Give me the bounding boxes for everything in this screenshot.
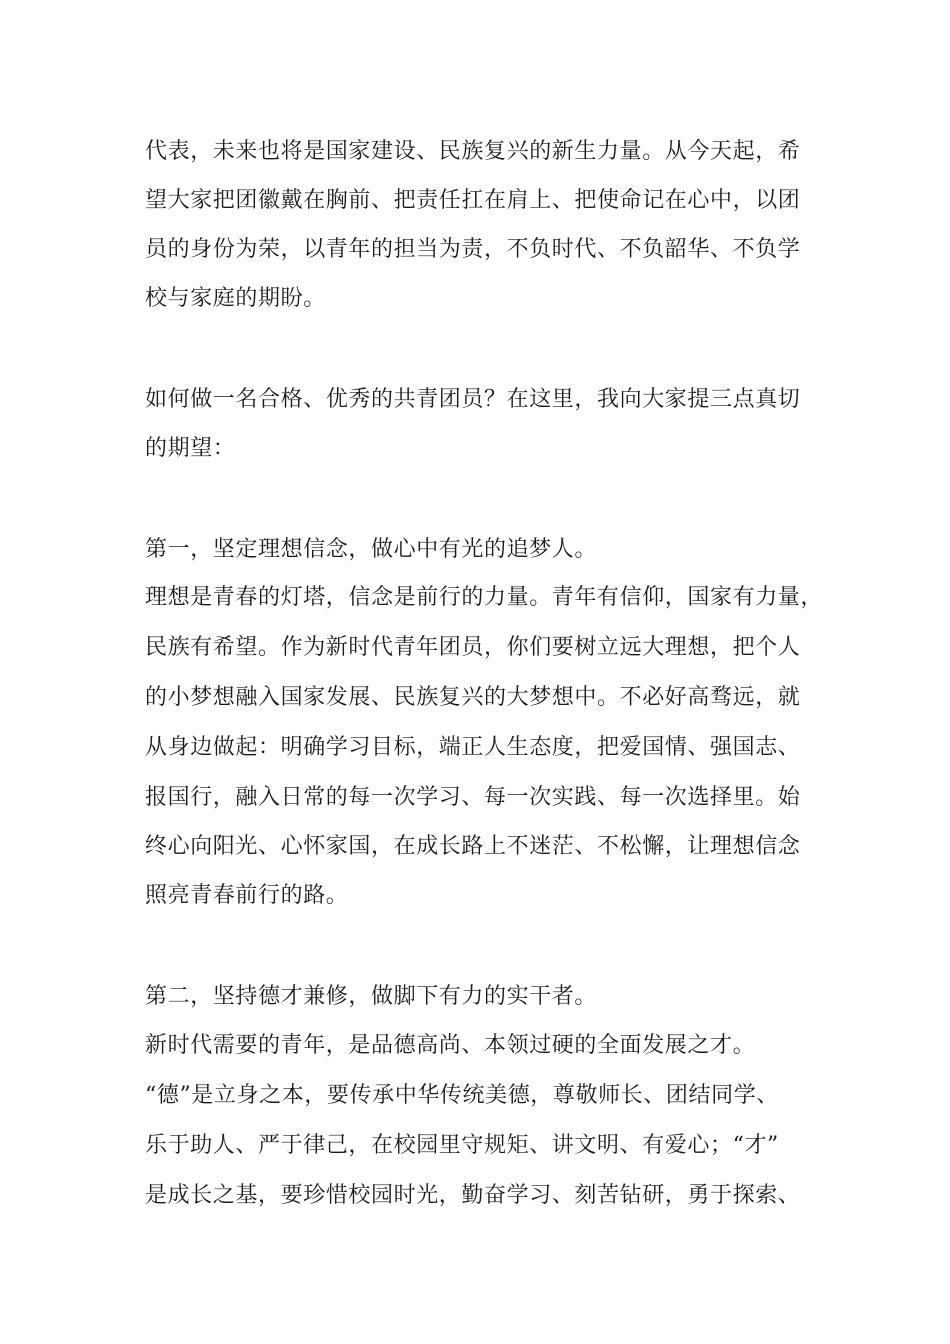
paragraph-3-line-3: 的小梦想融入国家发展、民族复兴的大梦想中。不必好高骛远，就: [145, 685, 801, 710]
paragraph-3-line-5: 报国行，融入日常的每一次学习、每一次实践、每一次选择里。始: [145, 785, 801, 810]
paragraph-1-line-3: 员的身份为荣，以青年的担当为责，不负时代、不负韶华、不负学: [145, 237, 801, 262]
paragraph-3-line-1: 理想是青春的灯塔，信念是前行的力量。青年有信仰，国家有力量，: [145, 585, 824, 610]
paragraph-3-line-7: 照亮青春前行的路。: [145, 883, 349, 908]
paragraph-2-line-1: 如何做一名合格、优秀的共青团员？在这里，我向大家提三点真切: [145, 387, 801, 412]
paragraph-3-line-2: 民族有希望。作为新时代青年团员，你们要树立远大理想，把个人: [145, 635, 801, 660]
paragraph-1-line-2: 望大家把团徽戴在胸前、把责任扛在肩上、把使命记在心中，以团: [145, 188, 801, 213]
paragraph-3-line-6: 终心向阳光、心怀家国，在成长路上不迷茫、不松懈，让理想信念: [145, 834, 801, 859]
section-heading-first: 第一，坚定理想信念，做心中有光的追梦人。: [145, 537, 598, 562]
paragraph-4-line-4: 是成长之基，要珍惜校园时光，勤奋学习、刻苦钻研，勇于探索、: [145, 1183, 801, 1208]
paragraph-4-line-3: 乐于助人、严于律己，在校园里守规矩、讲文明、有爱心；“才”: [145, 1133, 779, 1158]
paragraph-1-line-1: 代表，未来也将是国家建设、民族复兴的新生力量。从今天起，希: [145, 139, 801, 164]
section-heading-second: 第二，坚持德才兼修，做脚下有力的实干者。: [145, 984, 598, 1009]
paragraph-2-line-2: 的期望：: [145, 436, 236, 461]
paragraph-1-line-4: 校与家庭的期盼。: [145, 286, 326, 311]
paragraph-3-line-4: 从身边做起：明确学习目标，端正人生态度，把爱国情、强国志、: [145, 735, 801, 760]
paragraph-4-line-1: 新时代需要的青年，是品德高尚、本领过硬的全面发展之才。: [145, 1033, 756, 1058]
paragraph-4-line-2: “德”是立身之本，要传承中华传统美德，尊敬师长、团结同学、: [145, 1083, 779, 1108]
